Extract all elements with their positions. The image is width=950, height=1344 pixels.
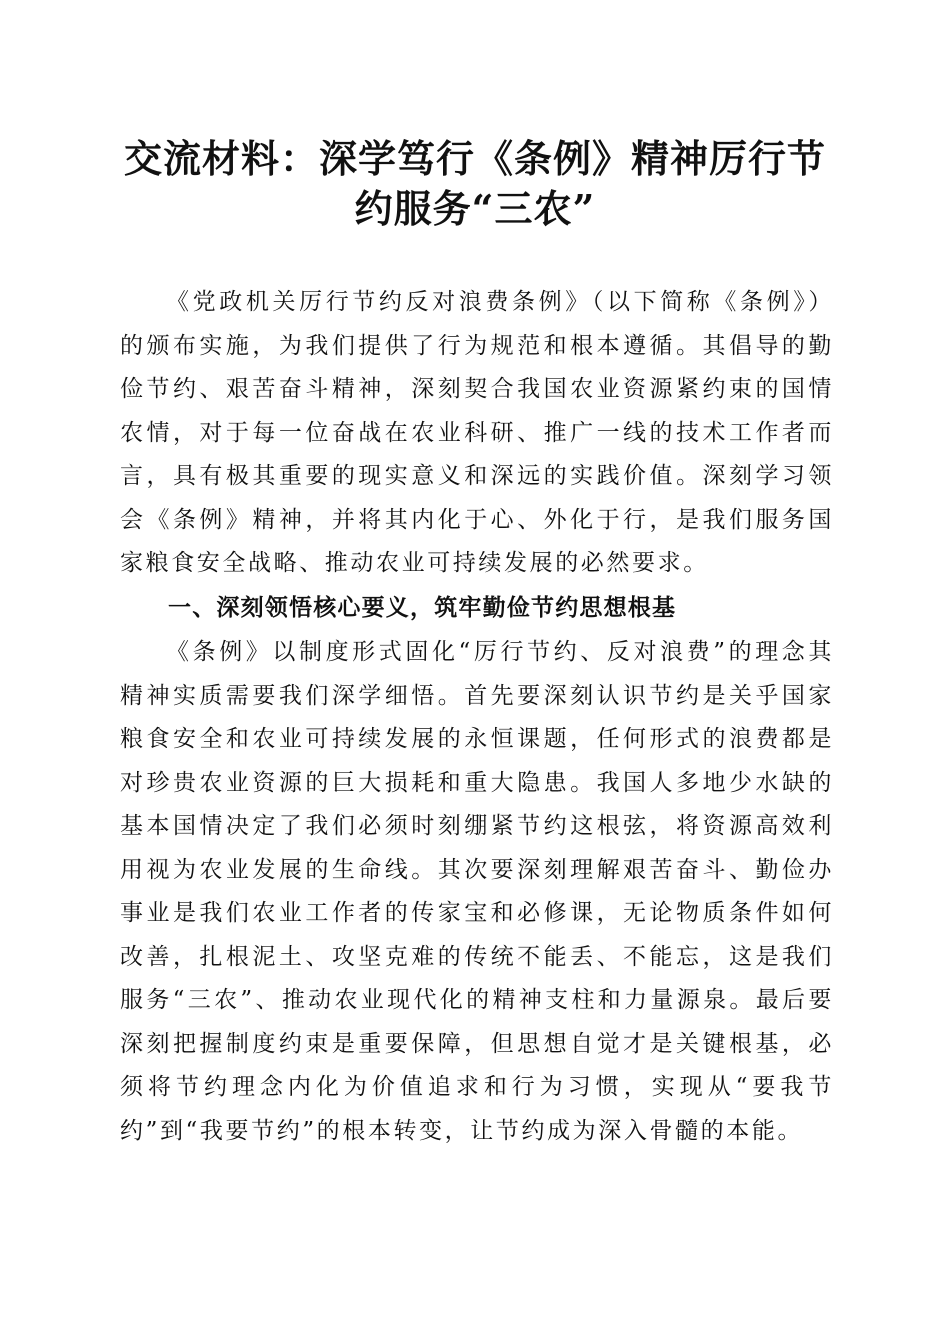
section-1-paragraph: 《条例》以制度形式固化“厉行节约、反对浪费”的理念其精神实质需要我们深学细悟。首先要深刻认识节约是关乎国家粮食安全和农业可持续发展的永恒课题，任何形式的浪费都是对珍贵农业资源的巨大损耗和重大隐患。我国人多地少水缺的基本国情决定了我们必须时刻绷紧节约这根弦，将资源高效利用视为农业发展的生命线。其次要深刻理解艰苦奋斗、勤俭办事业是我们农业工作者的传家宝和必修课，无论物质条件如何改善，扎根泥土、攻坚克难的传统不能丢、不能忘，这是我们服务“三农”、推动农业现代化的精神支柱和力量源泉。最后要深刻把握制度约束是重要保障，但思想自觉才是关键根基，必须将节约理念内化为价值追求和行为习惯，实现从“要我节约”到“我要节约”的根本转变，让节约成为深入骨髓的本能。 xyxy=(120,639,834,1144)
section-heading-1: 一、深刻领悟核心要义，筑牢勤俭节约思想根基 xyxy=(168,595,677,621)
document-title: 交流材料：深学笃行《条例》精神厉行节约服务“三农” xyxy=(123,136,826,231)
intro-paragraph: 《党政机关厉行节约反对浪费条例》（以下简称《条例》）的颁布实施，为我们提供了行为规范和根本遵循。其倡导的勤俭节约、艰苦奋斗精神，深刻契合我国农业资源紧约束的国情农情，对于每一位奋战在农业科研、推广一线的技术工作者而言，具有极其重要的现实意义和深远的实践价值。深刻学习领会《条例》精神，并将其内化于心、外化于行，是我们服务国家粮食安全战略、推动农业可持续发展的必然要求。 xyxy=(120,289,834,576)
